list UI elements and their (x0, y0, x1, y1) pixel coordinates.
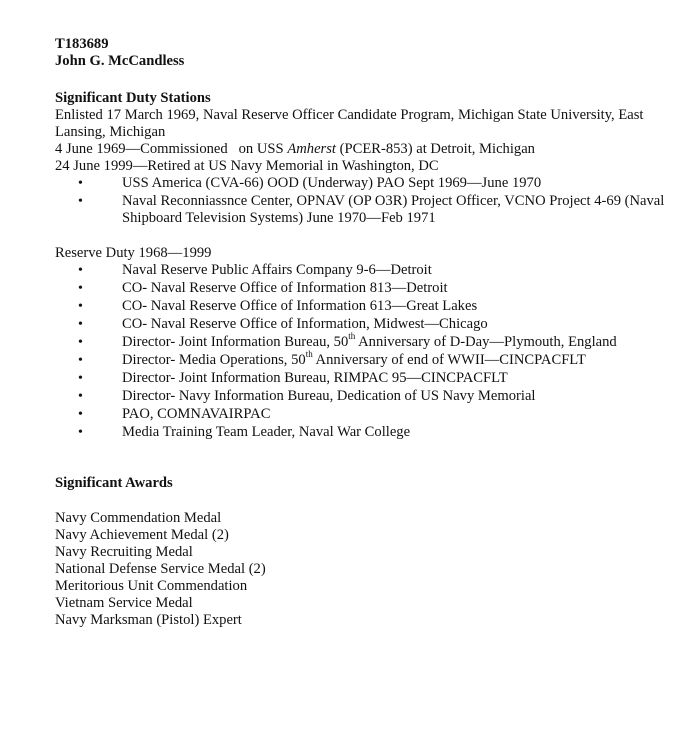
retired-paragraph: 24 June 1999—Retired at US Navy Memorial in Washington, DC (55, 158, 439, 174)
commissioned-text-end: (PCER-853) at Detroit, Michigan (335, 141, 535, 157)
list-item: • PAO, COMNAVAIRPAC (55, 406, 675, 423)
award-item: Meritorious Unit Commendation (55, 578, 248, 594)
enlisted-paragraph: Enlisted 17 March 1969, Naval Reserve Officer Candidate Program, Michigan State University, East Lansing, Michigan (55, 107, 644, 140)
ordinal-suffix: th (305, 349, 313, 360)
ordinal-suffix: th (348, 331, 356, 342)
list-item: • Director- Navy Information Bureau, Dedication of US Navy Memorial (55, 388, 675, 405)
awards-heading: Significant Awards (55, 475, 173, 491)
list-item-text-end: Anniversary of end of WWII—CINCPACFLT (312, 352, 586, 368)
award-item: Vietnam Service Medal (55, 595, 193, 611)
list-item: • CO- Naval Reserve Office of Information, Midwest—Chicago (55, 316, 675, 333)
list-item: • Director- Joint Information Bureau, RIMPAC 95—CINCPACFLT (55, 370, 675, 387)
list-item: • USS America (CVA-66) OOD (Underway) PAO Sept 1969—June 1970 (55, 175, 675, 192)
list-item-text: Director- Joint Information Bureau, 50 (122, 334, 349, 350)
award-item: Navy Commendation Medal (55, 510, 222, 526)
list-item: • Naval Reconniassnce Center, OPNAV (OP O3R) Project Officer, VCNO Project 4-69 (Naval Shipboard Television Systems) June 1970—Feb 1971 (55, 193, 675, 227)
award-item: Navy Recruiting Medal (55, 544, 193, 560)
document-id: T183689 (55, 36, 109, 52)
reserve-duty-heading: Reserve Duty 1968—1999 (55, 245, 212, 261)
list-item: • CO- Naval Reserve Office of Information 613—Great Lakes (55, 298, 675, 315)
awards-list (55, 510, 675, 629)
document-page (55, 36, 675, 629)
list-item: • CO- Naval Reserve Office of Information 813—Detroit (55, 280, 675, 297)
ship-name: Amherst (287, 141, 336, 157)
list-item-text: Director- Media Operations, 50 (122, 352, 306, 368)
duty-stations-heading: Significant Duty Stations (55, 90, 211, 106)
person-name: John G. McCandless (55, 53, 185, 69)
list-item (55, 349, 675, 369)
award-item: Navy Marksman (Pistol) Expert (55, 612, 242, 628)
list-item: • Naval Reserve Public Affairs Company 9-6—Detroit (55, 262, 675, 279)
list-item: • Media Training Team Leader, Naval War College (55, 424, 675, 441)
commissioned-text: 4 June 1969—Commissioned on USS (55, 141, 288, 157)
list-item (55, 331, 675, 351)
duty-stations-list (55, 175, 675, 227)
commissioned-paragraph (55, 141, 675, 158)
reserve-duty-list (55, 262, 675, 441)
list-item-text-end: Anniversary of D-Day—Plymouth, England (355, 334, 617, 350)
award-item: National Defense Service Medal (2) (55, 561, 266, 577)
award-item: Navy Achievement Medal (2) (55, 527, 229, 543)
